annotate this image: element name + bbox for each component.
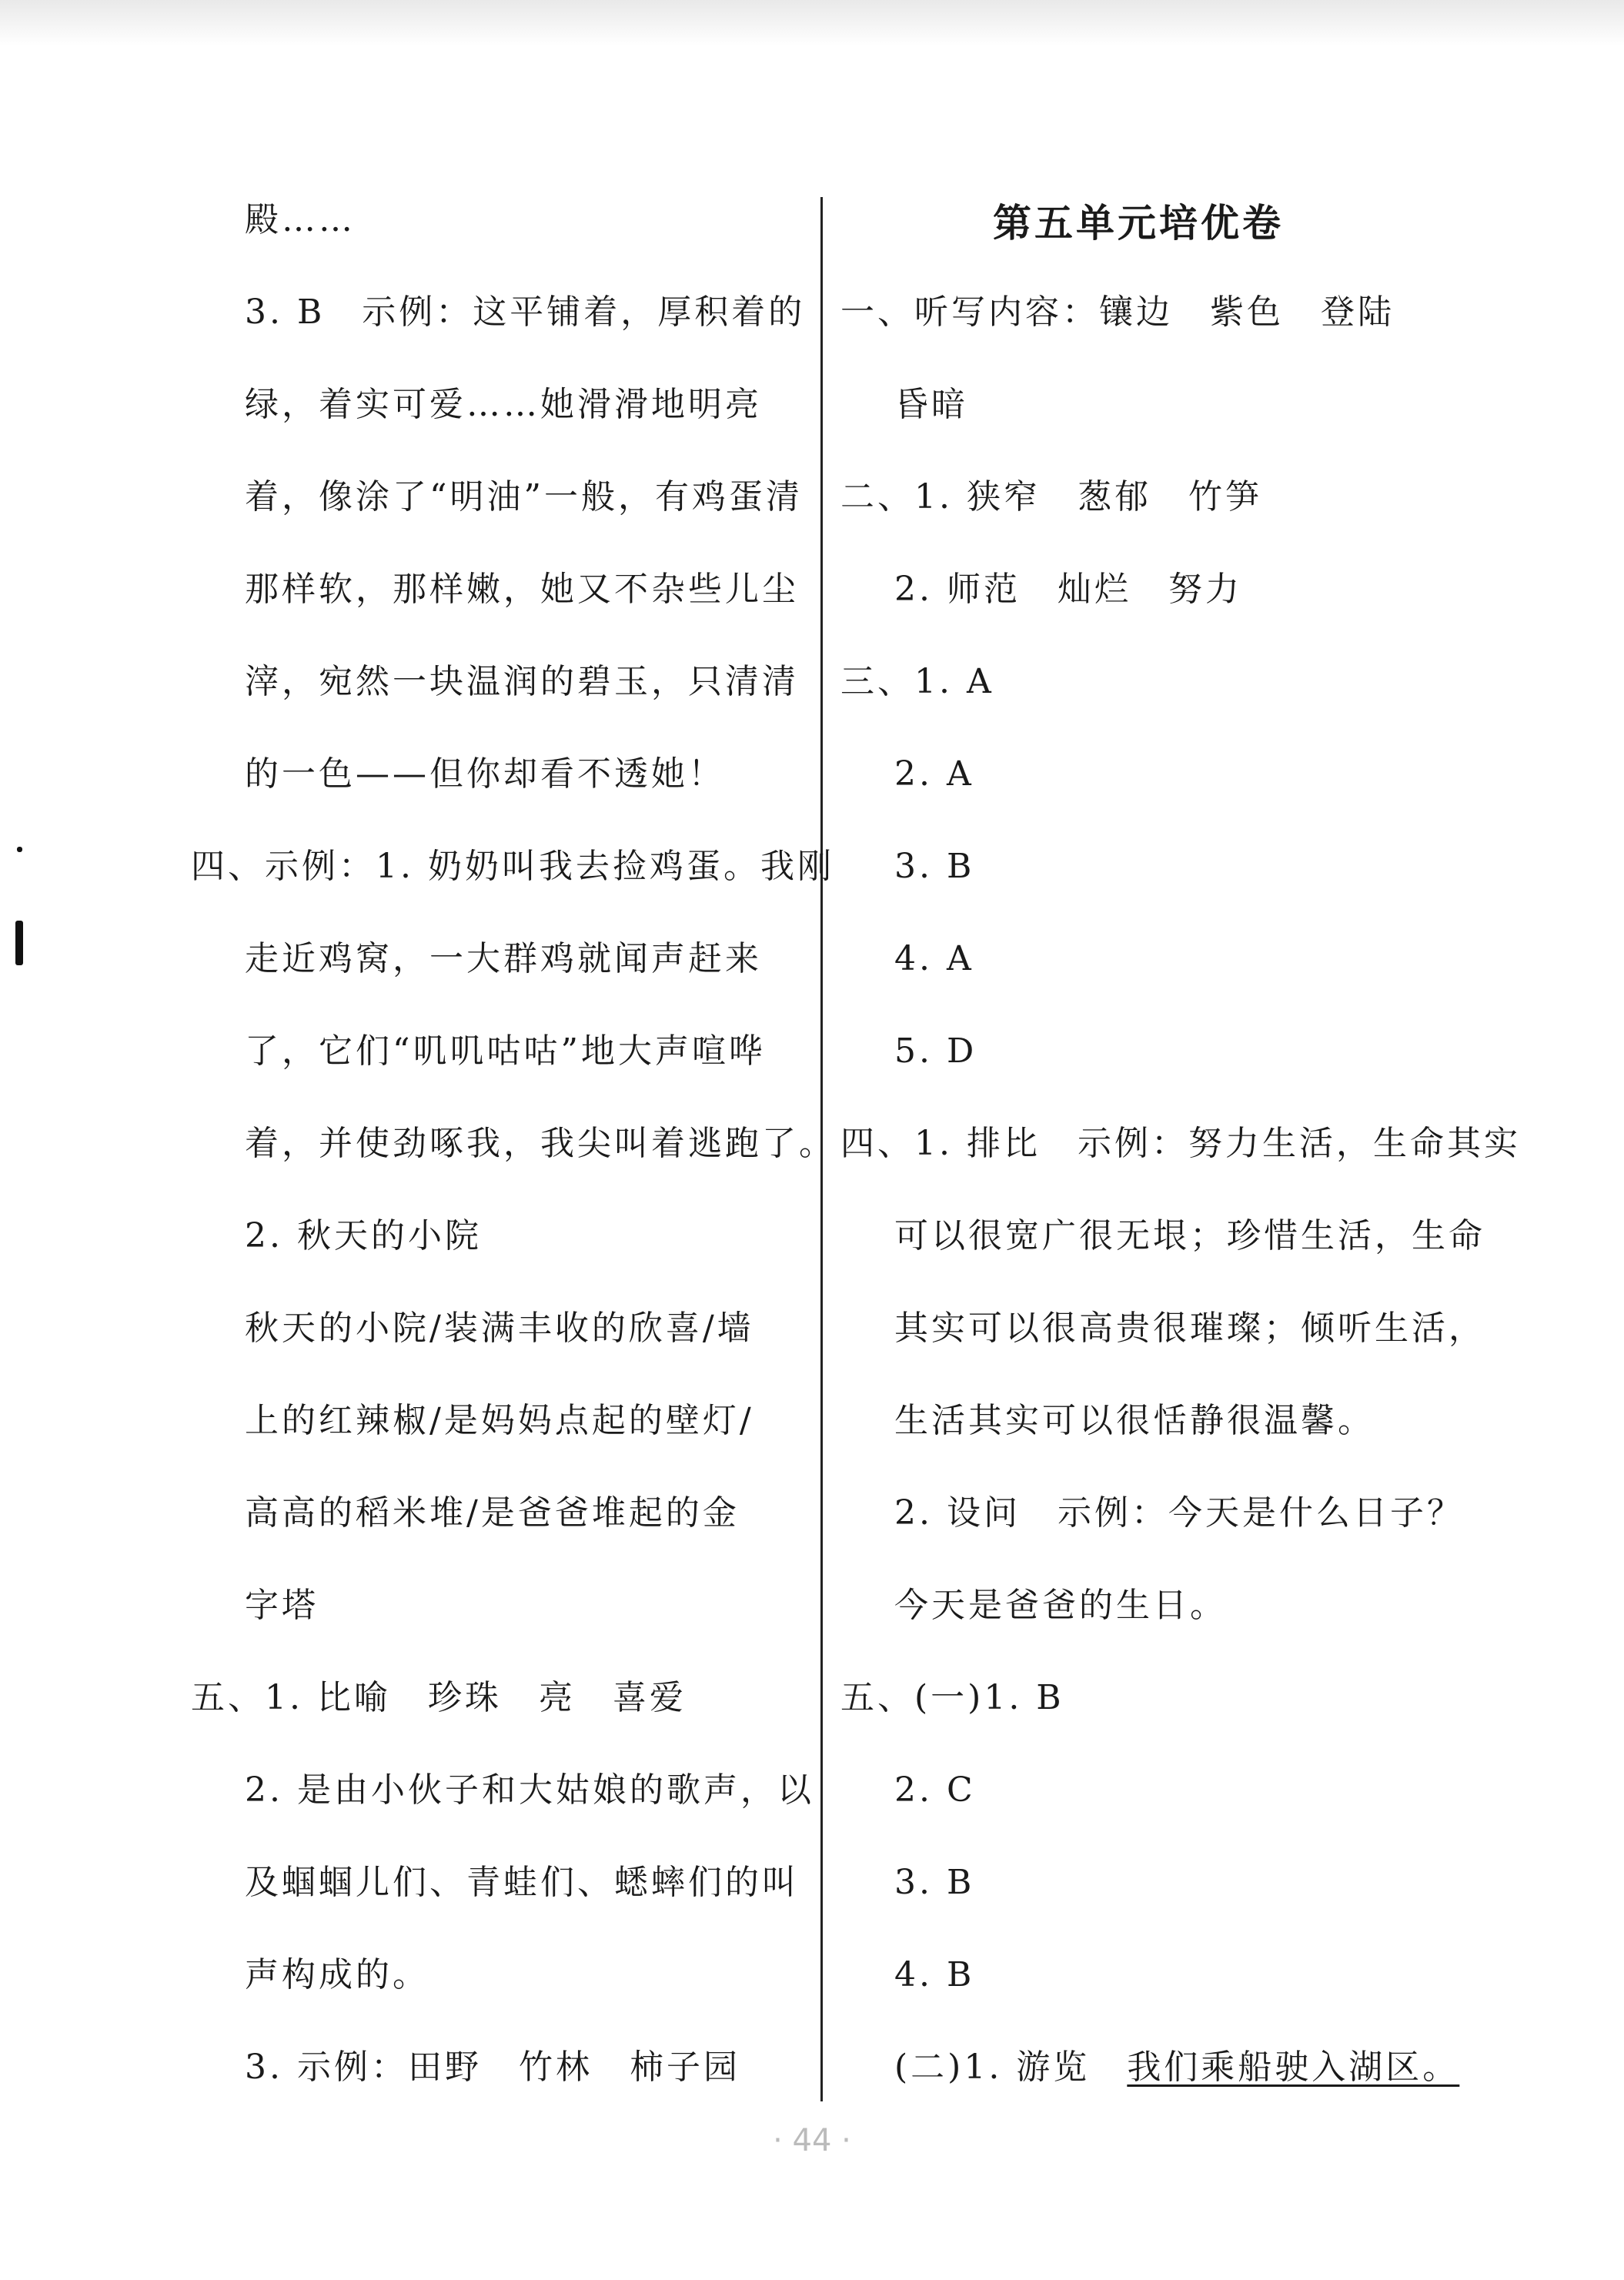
answer-line: 滓，宛然一块温润的碧玉，只清清 (245, 662, 799, 701)
answer-line: 3. B 示例：这平铺着，厚积着的 (245, 293, 806, 332)
underlined-answer: 我们乘船驶入湖区。 (1127, 2048, 1460, 2087)
answer-line: 3. 示例：田野 竹林 柿子园 (245, 2048, 740, 2087)
answer-line: 了，它们“叽叽咕咕”地大声喧哗 (245, 1031, 766, 1071)
section-heading-line: 二、1. 狭窄 葱郁 竹笋 (840, 477, 1262, 517)
page-number: · 44 · (773, 2123, 851, 2158)
answer-line: 今天是爸爸的生日。 (894, 1586, 1227, 1625)
answer-line: 其实可以很高贵很璀璨；倾听生活， (894, 1309, 1485, 1348)
answer-line: 4. A (894, 939, 974, 978)
answer-line: 2. C (894, 1770, 976, 1810)
section-heading-line: 四、示例：1. 奶奶叫我去捡鸡蛋。我刚 (191, 847, 834, 886)
page-title: 第五单元培优卷 (993, 201, 1284, 246)
answer-line: 的一色——但你却看不透她！ (245, 754, 725, 794)
answer-line: 2. 秋天的小院 (245, 1216, 482, 1255)
answer-line: 那样软，那样嫩，她又不杂些儿尘 (245, 570, 799, 609)
answer-line: 4. B (894, 1955, 975, 1994)
answer-line: 可以很宽广很无垠；珍惜生活，生命 (894, 1216, 1485, 1255)
scan-mark-dot (17, 847, 22, 852)
answer-line: 秋天的小院/装满丰收的欣喜/墙 (245, 1309, 754, 1348)
answer-line: 走近鸡窝，一大群鸡就闻声赶来 (245, 939, 762, 978)
answer-line: 及蝈蝈儿们、青蛙们、蟋蟀们的叫 (245, 1863, 799, 1902)
answer-line: 2. 师范 灿烂 努力 (894, 570, 1242, 609)
answer-line: 生活其实可以很恬静很温馨。 (894, 1401, 1375, 1440)
scan-mark-bar (15, 921, 23, 965)
answer-line: 3. B (894, 1863, 975, 1902)
answer-line: 5. D (894, 1031, 977, 1071)
section-heading-line: 五、1. 比喻 珍珠 亮 喜爱 (191, 1678, 687, 1717)
answer-line: 高高的稻米堆/是爸爸堆起的金 (245, 1493, 740, 1533)
answer-line: 着，像涂了“明油”一般，有鸡蛋清 (245, 477, 803, 517)
answer-prefix: (二)1. 游览 (894, 2048, 1128, 2087)
answer-line: 3. B (894, 847, 975, 886)
answer-line: 2. 设问 示例：今天是什么日子？ (894, 1493, 1464, 1533)
answer-line: 字塔 (245, 1586, 319, 1625)
answer-line: 绿，着实可爱……她滑滑地明亮 (245, 385, 762, 424)
answer-line: 殿…… (245, 200, 356, 239)
answer-line: 上的红辣椒/是妈妈点起的壁灯/ (245, 1401, 754, 1440)
answer-line: 昏暗 (894, 385, 968, 424)
answer-line-with-underline (894, 2046, 1459, 2089)
section-heading-line: 三、1. A (840, 662, 994, 701)
scan-top-band (0, 0, 1624, 46)
answer-line: 着，并使劲啄我，我尖叫着逃跑了。 (245, 1124, 836, 1163)
section-heading-line: 五、(一)1. B (840, 1678, 1064, 1717)
section-heading-line: 一、听写内容：镶边 紫色 登陆 (840, 293, 1395, 332)
answer-line: 2. 是由小伙子和大姑娘的歌声，以 (245, 1770, 814, 1810)
section-heading-line: 四、1. 排比 示例：努力生活，生命其实 (840, 1124, 1521, 1163)
answer-line: 2. A (894, 754, 974, 794)
answer-line: 声构成的。 (245, 1955, 429, 1994)
